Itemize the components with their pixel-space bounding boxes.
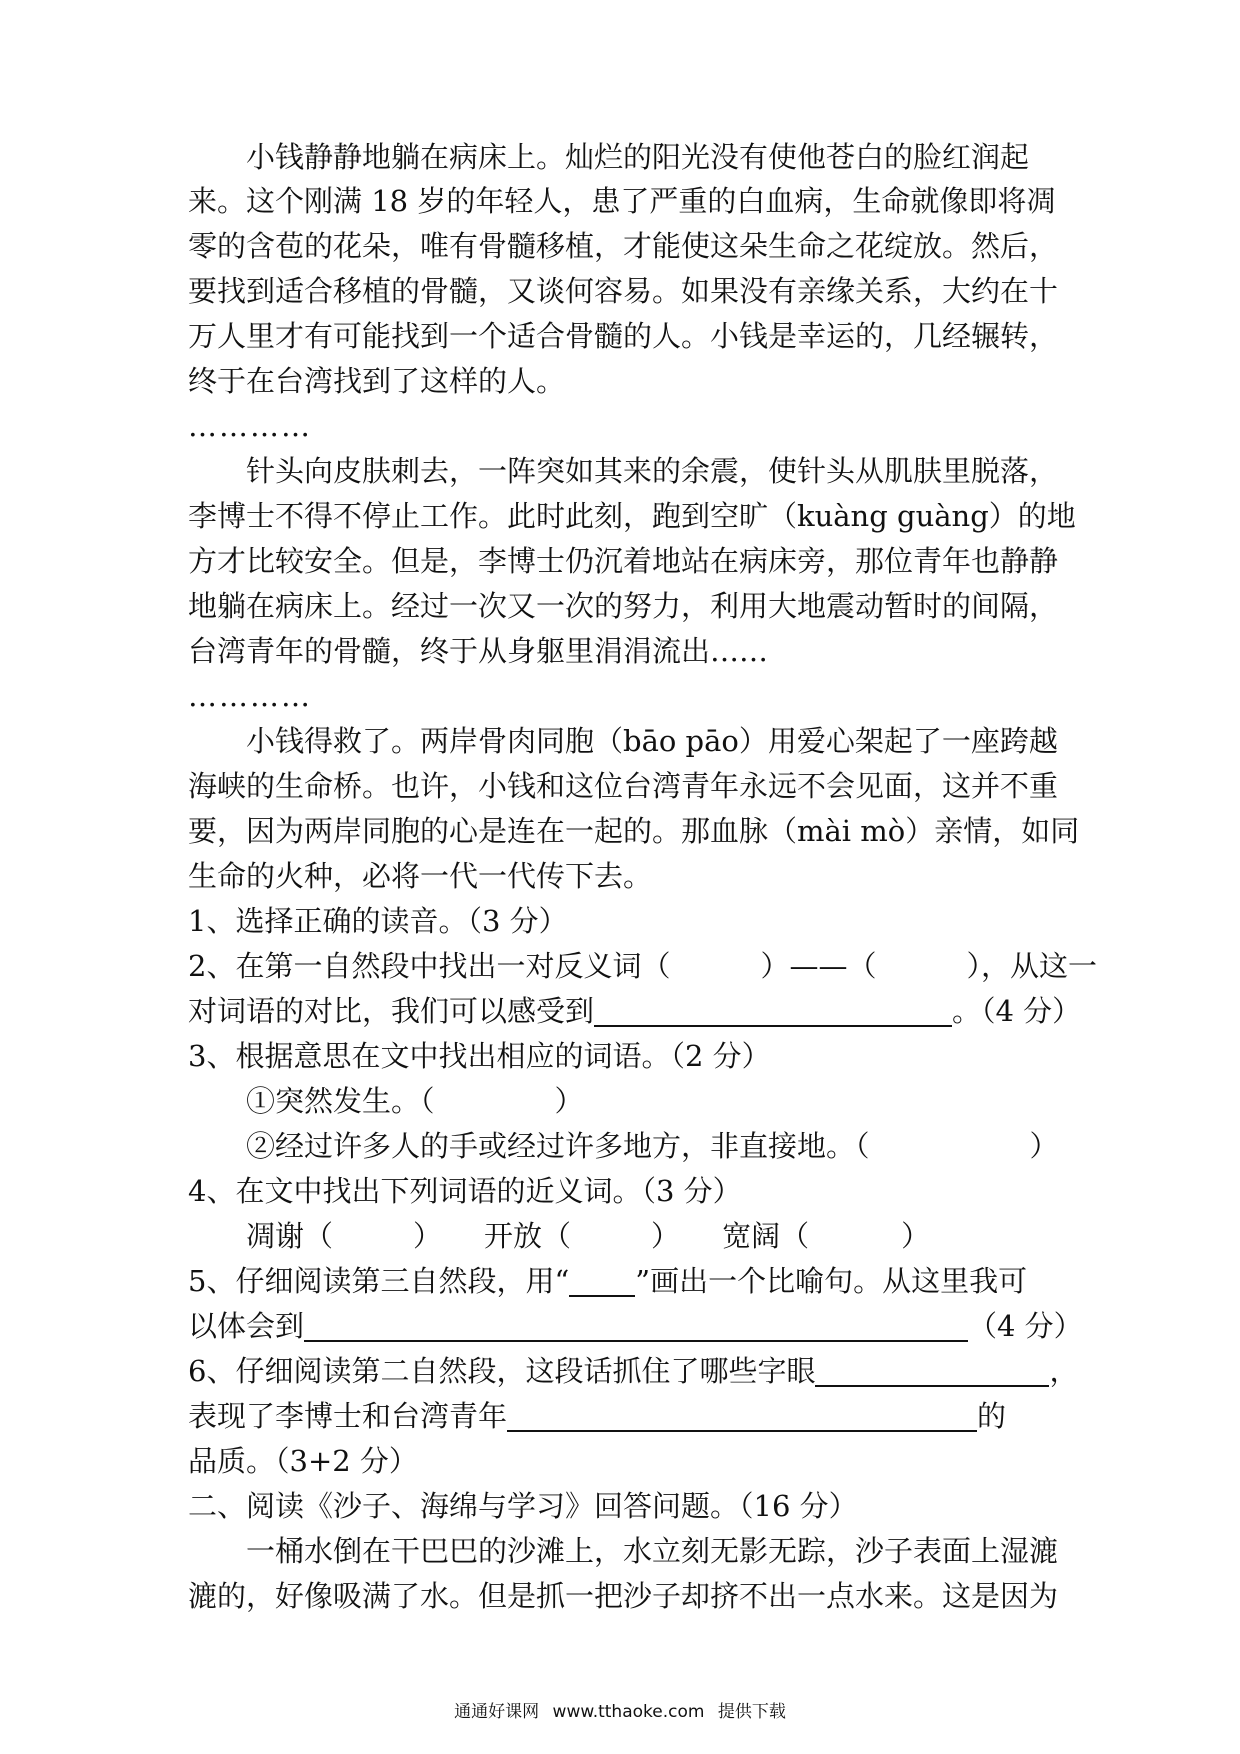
answer-underline[interactable] — [815, 1355, 1049, 1387]
passage-line: 来。这个刚满 18 岁的年轻人，患了严重的白血病，生命就像即将凋 — [188, 184, 1056, 218]
question-5 — [188, 1259, 1060, 1303]
question-6-end: 品质。（3+2 分） — [188, 1444, 418, 1478]
bracket: ） — [651, 1219, 681, 1253]
passage-line: 针头向皮肤刺去，一阵突如其来的余震，使针头从肌肤里脱落， — [246, 454, 1059, 488]
question-text: 以体会到 — [188, 1309, 305, 1343]
question-text: 5、仔细阅读第三自然段，用“ — [188, 1264, 570, 1298]
question-4-words — [246, 1214, 1060, 1258]
question-text: （4 分） — [968, 1309, 1083, 1343]
question-3-item-1 — [246, 1079, 1060, 1123]
question-text: ”画出一个比喻句。从这里我可 — [635, 1264, 1028, 1298]
question-text: ），从这一 — [966, 949, 1097, 983]
question-3-item-2 — [246, 1124, 1060, 1168]
ellipsis-line: ………… — [188, 409, 312, 443]
question-text: 2、在第一自然段中找出一对反义词（ — [188, 949, 671, 983]
passage-line: 要找到适合移植的骨髓，又谈何容易。如果没有亲缘关系，大约在十 — [188, 274, 1059, 308]
question-text: 6、仔细阅读第二自然段，这段话抓住了哪些字眼 — [188, 1354, 816, 1388]
answer-underline[interactable] — [594, 995, 952, 1027]
bracket: ） — [413, 1219, 443, 1253]
passage-line: 终于在台湾找到了这样的人。 — [188, 364, 566, 398]
question-1: 1、选择正确的读音。（3 分） — [188, 904, 568, 938]
passage-line: 漉的，好像吸满了水。但是抓一把沙子却挤不出一点水来。这是因为 — [188, 1579, 1059, 1613]
passage-line: 地躺在病床上。经过一次又一次的努力，利用大地震动暂时的间隔， — [188, 589, 1059, 623]
question-text: ） — [554, 1084, 584, 1118]
question-4: 4、在文中找出下列词语的近义词。（3 分） — [188, 1174, 742, 1208]
passage-line: 海峡的生命桥。也许，小钱和这位台湾青年永远不会见面，这并不重 — [188, 769, 1059, 803]
footer-site: 通通好课网 — [454, 1702, 540, 1722]
question-text: ①突然发生。（ — [246, 1084, 435, 1118]
question-text: ②经过许多人的手或经过许多地方，非直接地。（ — [246, 1129, 870, 1163]
word-item: 凋谢（ — [246, 1219, 334, 1253]
answer-underline[interactable] — [507, 1400, 977, 1432]
question-text: 。（4 分） — [952, 994, 1082, 1028]
footer-note: 提供下载 — [717, 1702, 786, 1722]
question-5-cont — [188, 1304, 1083, 1348]
passage-line: 小钱得救了。两岸骨肉同胞（bāo pāo）用爱心架起了一座跨越 — [246, 724, 1058, 758]
passage-line: 万人里才有可能找到一个适合骨髓的人。小钱是幸运的，几经辗转， — [188, 319, 1059, 353]
question-2-cont — [188, 989, 1082, 1033]
passage-line: 生命的火种，必将一代一代传下去。 — [188, 859, 653, 893]
question-text: ） — [1029, 1129, 1059, 1163]
passage-line: 一桶水倒在干巴巴的沙滩上，水立刻无影无踪，沙子表面上湿漉 — [246, 1534, 1059, 1568]
question-3: 3、根据意思在文中找出相应的词语。（2 分） — [188, 1039, 771, 1073]
passage-line: 方才比较安全。但是，李博士仍沉着地站在病床旁，那位青年也静静 — [188, 544, 1059, 578]
passage-line: 李博士不得不停止工作。此时此刻，跑到空旷（kuàng guàng）的地 — [188, 499, 1076, 533]
footer-url[interactable]: www.tthaoke.com — [552, 1702, 705, 1722]
question-6-cont — [188, 1394, 1060, 1438]
word-item: 开放（ — [484, 1219, 572, 1253]
word-item: 宽阔（ — [722, 1219, 810, 1253]
question-2 — [188, 944, 1097, 988]
question-text: 表现了李博士和台湾青年 — [188, 1399, 508, 1433]
question-text: 的 — [977, 1399, 1007, 1433]
question-text: ）——（ — [760, 949, 877, 983]
passage-line: 要，因为两岸同胞的心是连在一起的。那血脉（mài mò）亲情，如同 — [188, 814, 1080, 848]
underline-sample — [569, 1265, 635, 1297]
question-6 — [188, 1349, 1079, 1393]
question-text: ， — [1049, 1354, 1079, 1388]
page-footer — [0, 1697, 1240, 1722]
section-heading: 二、阅读《沙子、海绵与学习》回答问题。（16 分） — [188, 1489, 858, 1523]
ellipsis-line: ………… — [188, 679, 312, 713]
bracket: ） — [901, 1219, 931, 1253]
passage-line: 台湾青年的骨髓，终于从身躯里涓涓流出…… — [188, 634, 769, 668]
question-text: 对词语的对比，我们可以感受到 — [188, 994, 595, 1028]
passage-line: 零的含苞的花朵，唯有骨髓移植，才能使这朵生命之花绽放。然后， — [188, 229, 1059, 263]
passage-line: 小钱静静地躺在病床上。灿烂的阳光没有使他苍白的脸红润起 — [246, 140, 1030, 174]
answer-underline[interactable] — [304, 1310, 968, 1342]
